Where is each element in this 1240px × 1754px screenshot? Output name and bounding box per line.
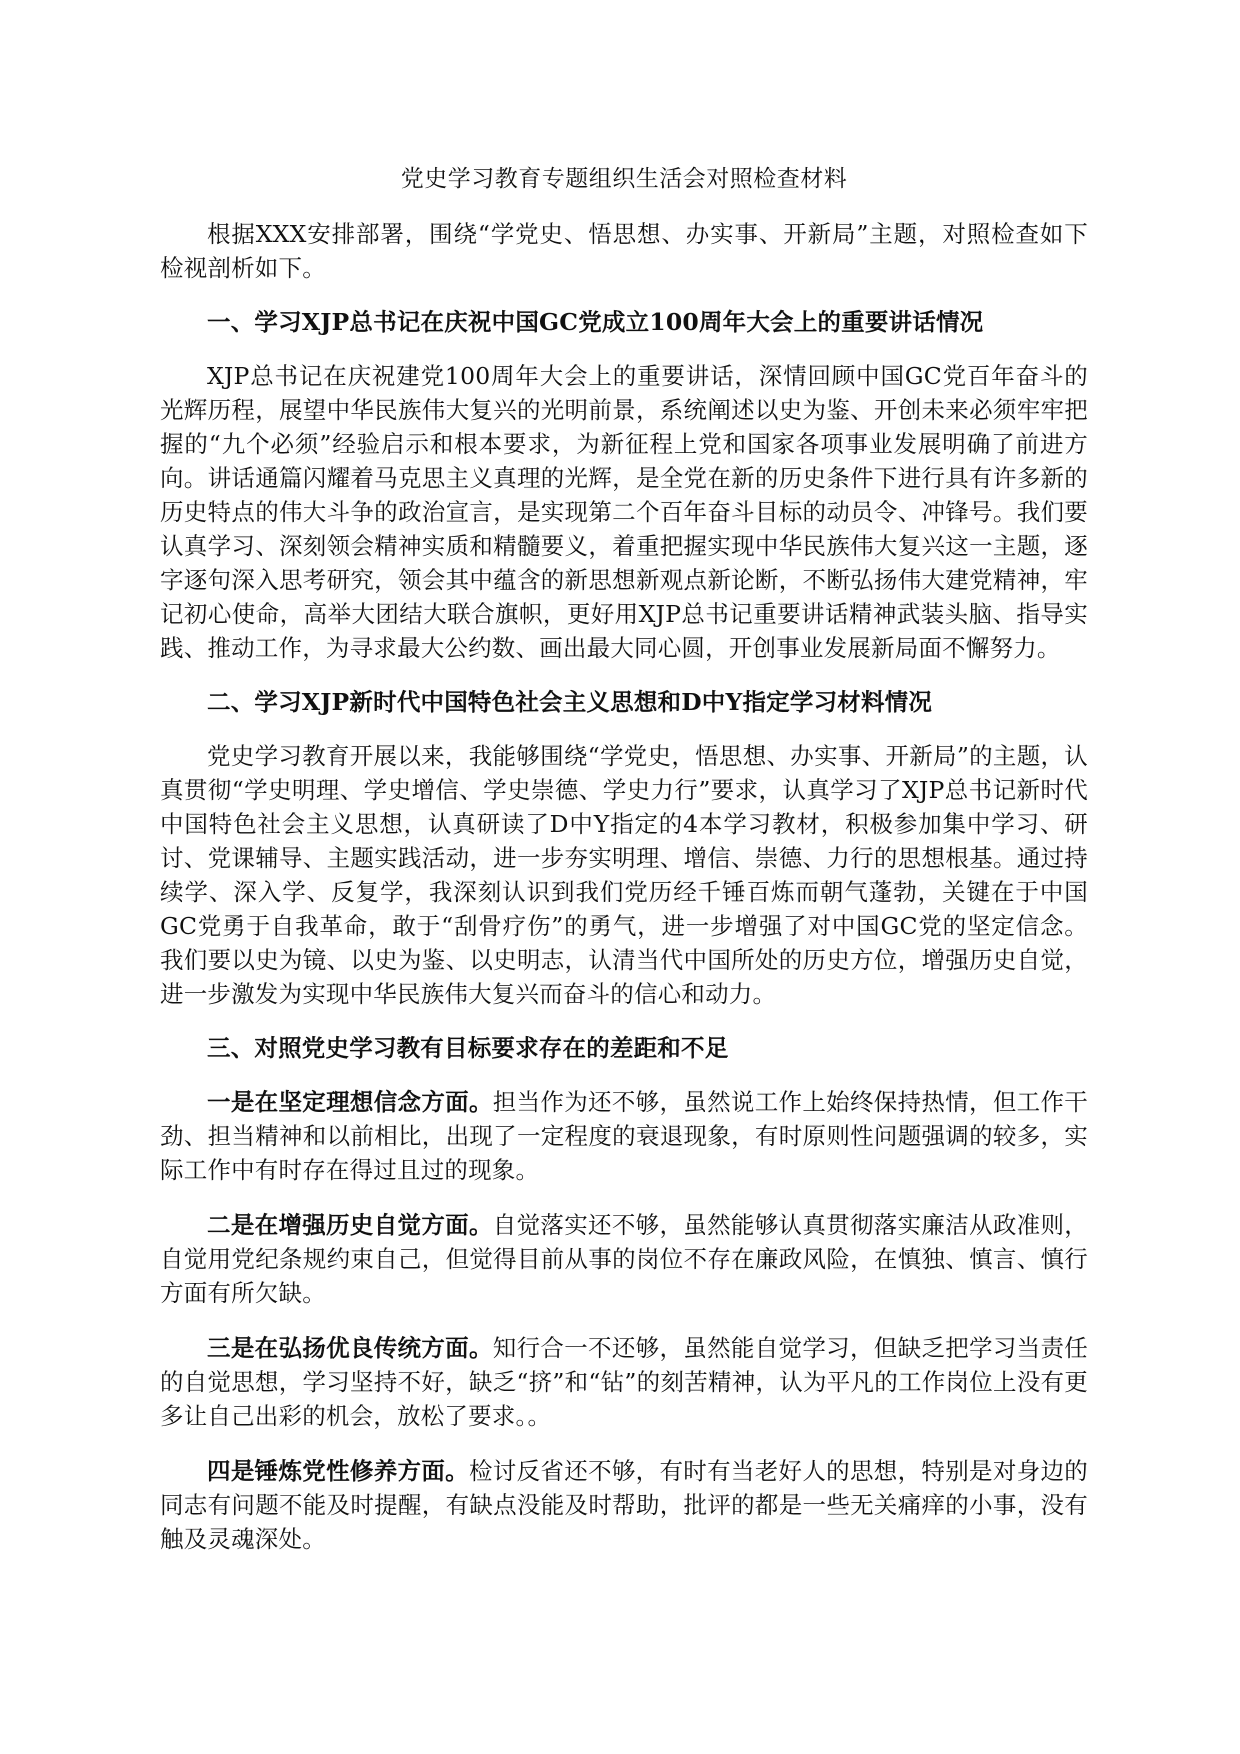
section-2-body: 党史学习教育开展以来，我能够围绕“学党史，悟思想、办实事、开新局”的主题，认真贯彻“学史明理、学史增信、学史崇德、学史力行”要求，认真学习了XJP总书记新时代中国特色社会主义思想，认真研读了D中Y指定的4本学习教材，积极参加集中学习、研讨、党课辅导、主题实践活动，进一步夯实明理、增信、崇德、力行的思想根基。通过持续学、深入学、反复学，我深刻认识到我们党历经千锤百炼而朝气蓬勃，关键在于中国GC党勇于自我革命，敢于“刮骨疗伤”的勇气，进一步增强了对中国GC党的坚定信念。我们要以史为镜、以史为鉴、以史明志，认清当代中国所处的历史方位，增强历史自觉，进一步激发为实现中华民族伟大复兴而奋斗的信心和动力。 bbox=[160, 742, 1088, 1008]
item-1-lead: 一是在坚定理想信念方面。 bbox=[207, 1088, 493, 1116]
item-1-text: 担当作为还不够，虽然说工作上始终保持热情，但工作干劲、担当精神和以前相比，出现了一定程度的衰退现象，有时原则性问题强调的较多，实际工作中有时存在得过且过的现象。 bbox=[160, 1088, 1088, 1184]
shortcoming-item-4 bbox=[160, 1454, 1088, 1556]
document-title: 党史学习教育专题组织生活会对照检查材料 bbox=[400, 166, 848, 192]
shortcoming-item-2 bbox=[160, 1208, 1088, 1310]
item-4-text: 检讨反省还不够，有时有当老好人的思想，特别是对身边的同志有问题不能及时提醒，有缺点没能及时帮助，批评的都是一些无关痛痒的小事，没有触及灵魂深处。 bbox=[160, 1457, 1088, 1553]
intro-paragraph: 根据XXX安排部署，围绕“学党史、悟思想、办实事、开新局”主题，对照检查如下检视剖析如下。 bbox=[160, 220, 1088, 282]
section-1-heading: 一、学习XJP总书记在庆祝中国GC党成立100周年大会上的重要讲话情况 bbox=[207, 308, 984, 336]
section-2-heading: 二、学习XJP新时代中国特色社会主义思想和D中Y指定学习材料情况 bbox=[207, 688, 933, 716]
section-1-body: XJP总书记在庆祝建党100周年大会上的重要讲话，深情回顾中国GC党百年奋斗的光辉历程，展望中华民族伟大复兴的光明前景，系统阐述以史为鉴、开创未来必须牢牢把握的“九个必须”经验启示和根本要求，为新征程上党和国家各项事业发展明确了前进方向。讲话通篇闪耀着马克思主义真理的光辉，是全党在新的历史条件下进行具有许多新的历史特点的伟大斗争的政治宣言，是实现第二个百年奋斗目标的动员令、冲锋号。我们要认真学习、深刻领会精神实质和精髓要义，着重把握实现中华民族伟大复兴这一主题，逐字逐句深入思考研究，领会其中蕴含的新思想新观点新论断，不断弘扬伟大建党精神，牢记初心使命，高举大团结大联合旗帜，更好用XJP总书记重要讲话精神武装头脑、指导实践、推动工作，为寻求最大公约数、画出最大同心圆，开创事业发展新局面不懈努力。 bbox=[160, 362, 1088, 662]
item-2-text: 自觉落实还不够，虽然能够认真贯彻落实廉洁从政准则，自觉用党纪条规约束自己，但觉得目前从事的岗位不存在廉政风险，在慎独、慎言、慎行方面有所欠缺。 bbox=[160, 1211, 1088, 1307]
shortcoming-item-1 bbox=[160, 1085, 1088, 1187]
item-3-text: 知行合一不还够，虽然能自觉学习，但缺乏把学习当责任的自觉思想，学习坚持不好，缺乏“挤”和“钻”的刻苦精神，认为平凡的工作岗位上没有更多让自己出彩的机会，放松了要求。。 bbox=[160, 1334, 1088, 1430]
section-3-heading: 三、对照党史学习教有目标要求存在的差距和不足 bbox=[207, 1034, 729, 1062]
item-4-lead: 四是锤炼党性修养方面。 bbox=[207, 1457, 469, 1485]
shortcoming-item-3 bbox=[160, 1331, 1088, 1433]
item-3-lead: 三是在弘扬优良传统方面。 bbox=[207, 1334, 493, 1362]
item-2-lead: 二是在增强历史自觉方面。 bbox=[207, 1211, 493, 1239]
